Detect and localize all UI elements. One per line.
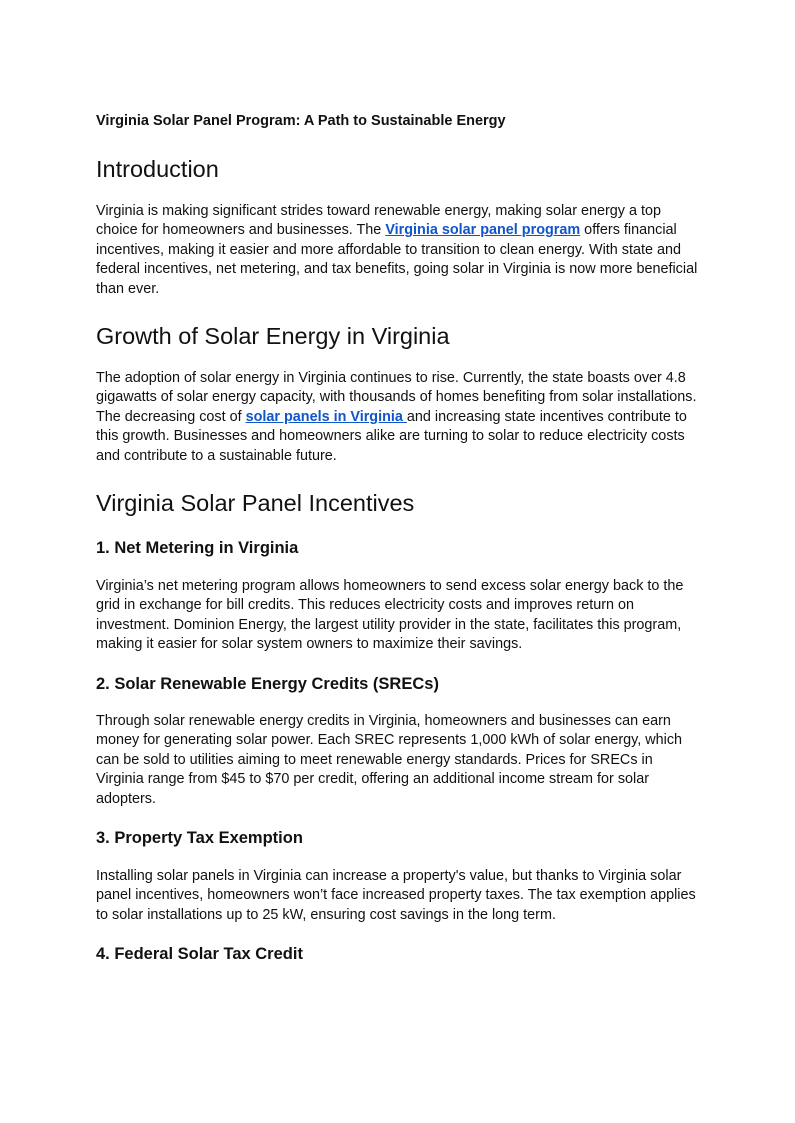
intro-text-after: offers financial incentives, making it easier and more affordable to transition to clean energy. With state and federal incentives, net metering, and tax benefits, going solar in Virginia is now more beneficial than ever.: [96, 222, 698, 297]
heading-introduction: Introduction: [96, 156, 219, 182]
heading-federal-tax-credit: 4. Federal Solar Tax Credit: [96, 945, 303, 963]
property-tax-paragraph: Installing solar panels in Virginia can increase a property's value, but thanks to Virginia solar panel incentives, homeowners won’t face increased property taxes. The tax exemption applies to solar installations up to 25 kW, ensuring cost savings in the long term.: [96, 868, 696, 923]
growth-paragraph: [96, 369, 704, 466]
heading-property-tax: 3. Property Tax Exemption: [96, 829, 303, 847]
intro-text-before: Virginia is making significant strides toward renewable energy, making solar energy a top choice for homeowners and businesses. The: [96, 203, 661, 239]
growth-text-after: and increasing state incentives contribute to this growth. Businesses and homeowners alike are turning to solar to reduce electricity costs and contribute to a sustainable future.: [96, 408, 687, 464]
heading-net-metering: 1. Net Metering in Virginia: [96, 539, 299, 557]
net-metering-paragraph: Virginia’s net metering program allows homeowners to send excess solar energy back to the grid in exchange for bill credits. This reduces electricity costs and improves return on investment. Dominion Energy, the largest utility provider in the state, facilitates this program, making it easier for solar system owners to maximize their savings.: [96, 578, 684, 653]
heading-growth: Growth of Solar Energy in Virginia: [96, 323, 450, 349]
virginia-solar-panel-program-link[interactable]: Virginia solar panel program: [385, 222, 581, 239]
growth-text-before: The adoption of solar energy in Virginia continues to rise. Currently, the state boasts over 4.8 gigawatts of solar energy capacity, with thousands of homes benefiting from solar installations. The decreasing cost of: [96, 370, 697, 425]
heading-srecs: 2. Solar Renewable Energy Credits (SRECs): [96, 675, 439, 693]
intro-paragraph: [96, 202, 704, 299]
solar-panels-in-virginia-link[interactable]: solar panels in Virginia: [245, 408, 407, 425]
document-title: Virginia Solar Panel Program: A Path to Sustainable Energy: [96, 113, 506, 129]
heading-incentives: Virginia Solar Panel Incentives: [96, 490, 415, 516]
srecs-paragraph: Through solar renewable energy credits in Virginia, homeowners and businesses can earn money for generating solar power. Each SREC represents 1,000 kWh of solar energy, which can be sold to utilities aiming to meet renewable energy standards. Prices for SRECs in Virginia range from $45 to $70 per credit, offering an additional income stream for solar adopters.: [96, 713, 683, 807]
